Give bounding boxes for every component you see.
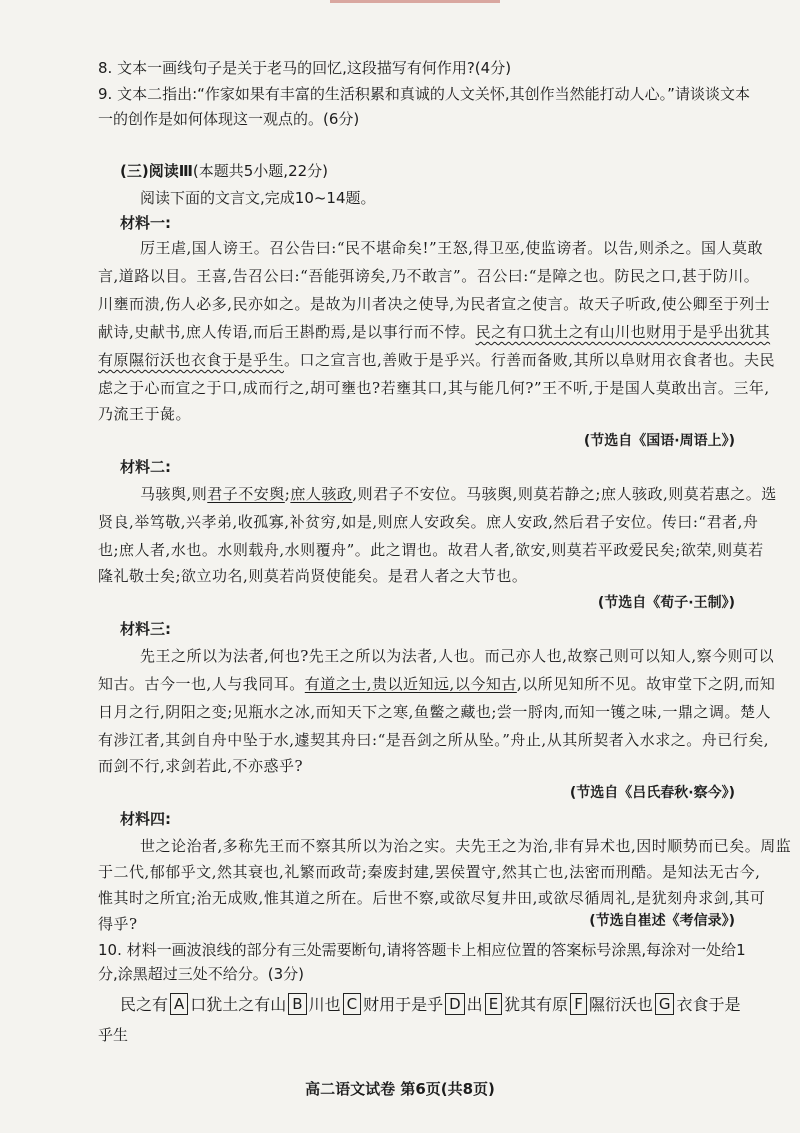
- m3-line-1: 先王之所以为法者,何也?先王之所以为法者,人也。而己亦人也,故察己则可以知人,察今则可以: [140, 647, 775, 665]
- answer-text-2: 川也: [308, 995, 341, 1014]
- m2-line-1-b: ;: [284, 485, 291, 503]
- answer-text-4: 出: [466, 995, 483, 1014]
- m2-underline-1: 君子不安舆: [207, 485, 285, 503]
- page-footer: 高二语文试卷 第6页(共8页): [305, 1080, 495, 1098]
- m4-source: (节选自崔述《考信录》): [589, 913, 735, 929]
- m2-line-1-c: ,则君子不安位。马骇舆,则莫若静之;庶人骇政,则莫若惠之。选: [352, 485, 777, 503]
- m4-line-4: 得乎?: [98, 915, 138, 933]
- question-9-line-2: 一的创作是如何体现这一观点的。(6分): [98, 110, 360, 128]
- material-4-label: 材料四:: [120, 810, 171, 828]
- answer-box-d[interactable]: D: [445, 993, 465, 1015]
- m4-line-2: 于二代,郁郁乎文,然其衰也,礼繁而政苛;秦废封建,罢侯置守,然其亡也,法密而刑酷。是知法无古今,: [98, 863, 761, 881]
- question-9-line-1: 9. 文本二指出:“作家如果有丰富的生活积累和真诚的人文关怀,其创作当然能打动人心。”请谈谈文本: [98, 85, 750, 103]
- m2-source: (节选自《荀子·王制》): [597, 595, 735, 611]
- m1-wavy-sentence-part-1: 民之有口犹土之有山川也财用于是乎出犹其: [475, 323, 771, 341]
- m1-line-6: 虑之于心而宣之于口,成而行之,胡可壅也?若壅其口,其与能几何?”王不听,于是国人莫敢出言。三年,: [98, 379, 770, 397]
- m2-line-3: 也;庶人者,水也。水则载舟,水则覆舟”。此之谓也。故君人者,欲安,则莫若平政爱民矣;欲荣,则莫若: [98, 541, 764, 559]
- m3-source: (节选自《吕氏春秋·察今》): [569, 785, 735, 801]
- answer-text-0: 民之有: [120, 995, 169, 1014]
- m3-line-5: 而剑不行,求剑若此,不亦惑乎?: [98, 757, 304, 775]
- section-3-title: (三)阅读Ⅲ: [120, 162, 193, 180]
- instruction: 阅读下面的文言文,完成10~14题。: [140, 189, 376, 207]
- answer-box-c[interactable]: C: [343, 993, 361, 1015]
- m2-underline-2: 庶人骇政: [290, 485, 353, 503]
- m1-line-7: 乃流王于彘。: [98, 405, 192, 423]
- material-2-label: 材料二:: [120, 458, 171, 476]
- m3-underline: 有道之士,贵以近知远,以今知古: [304, 675, 517, 693]
- m1-line-5: [98, 350, 775, 370]
- answer-text-5: 犹其有原: [504, 995, 569, 1014]
- answer-box-f[interactable]: F: [570, 993, 587, 1015]
- m1-line-1: 厉王虐,国人谤王。召公告曰:“民不堪命矣!”王怒,得卫巫,使监谤者。以告,则杀之。国人莫敢: [140, 239, 763, 257]
- m3-line-4: 有涉江者,其剑自舟中坠于水,遽契其舟曰:“是吾剑之所从坠。”舟止,从其所契者入水求之。舟已行矣,: [98, 731, 769, 749]
- answer-text-7: 衣食于是: [676, 995, 741, 1014]
- m1-wavy-sentence-part-2: 有原隰衍沃也衣食于是乎生: [98, 351, 285, 369]
- m4-line-1: 世之论治者,多称先王而不察其所以为治之实。夫先王之为治,非有异术也,因时顺势而已矣。周监: [140, 837, 792, 855]
- m1-line-5-text: 。口之宣言也,善败于是乎兴。行善而备败,其所以阜财用衣食者也。夫民: [284, 351, 776, 369]
- m2-line-4: 隆礼敬士矣;欲立功名,则莫若尚贤使能矣。是君人者之大节也。: [98, 567, 528, 585]
- question-10-line-1: 10. 材料一画波浪线的部分有三处需要断句,请将答题卡上相应位置的答案标号涂黑,每涂对一处给1: [98, 941, 746, 959]
- m1-line-4-text: 献诗,史献书,庶人传语,而后王斟酌焉,是以事行而不悖。: [98, 323, 476, 341]
- m3-line-2-a: 知古。古今一也,人与我同耳。: [98, 675, 305, 693]
- top-edge-mark: [330, 0, 500, 3]
- answer-box-a[interactable]: A: [170, 993, 188, 1015]
- section-3-meta: (本题共5小题,22分): [192, 162, 329, 180]
- answer-box-b[interactable]: B: [288, 993, 306, 1015]
- material-1-label: 材料一:: [120, 214, 171, 232]
- question-10-line-2: 分,涂黑超过三处不给分。(3分): [98, 965, 305, 983]
- answer-tail: 乎生: [98, 1026, 129, 1044]
- material-3-label: 材料三:: [120, 620, 171, 638]
- section-3-header: [120, 160, 328, 181]
- m2-line-2: 贤良,举笃敬,兴孝弟,收孤寡,补贫穷,如是,则庶人安政矣。庶人安政,然后君子安位。传曰:“君者,舟: [98, 513, 759, 531]
- answer-box-e[interactable]: E: [485, 993, 502, 1015]
- answer-text-3: 财用于是乎: [363, 995, 444, 1014]
- answer-box-g[interactable]: G: [655, 993, 675, 1015]
- m4-line-3: 惟其时之所宜;治无成败,惟其道之所在。后世不察,或欲尽复井田,或欲尽循周礼,是犹刻舟求剑,其可: [98, 889, 766, 907]
- m1-source: (节选自《国语·周语上》): [583, 433, 735, 449]
- m2-line-1: [140, 484, 777, 504]
- m1-line-4: [98, 322, 770, 342]
- m3-line-3: 日月之行,阴阳之变;见瓶水之冰,而知天下之寒,鱼鳖之藏也;尝一脟肉,而知一镬之味,一鼎之调。楚人: [98, 703, 771, 721]
- m3-line-2-b: ,以所见知所不见。故审堂下之阴,而知: [516, 675, 776, 693]
- question-8: 8. 文本一画线句子是关于老马的回忆,这段描写有何作用?(4分): [98, 59, 512, 77]
- m2-line-1-a: 马骇舆,则: [140, 485, 208, 503]
- m1-line-3: 川壅而溃,伤人必多,民亦如之。是故为川者决之使导,为民者宣之使言。故天子听政,使公卿至于列士: [98, 295, 771, 313]
- m1-line-2: 言,道路以目。王喜,告召公曰:“吾能弭谤矣,乃不敢言”。召公曰:“是障之也。防民之口,甚于防川。: [98, 267, 760, 285]
- answer-text-1: 口犹土之有山: [190, 995, 287, 1014]
- m3-line-2: [98, 674, 775, 694]
- answer-text-6: 隰衍沃也: [588, 995, 653, 1014]
- answer-options-row: [120, 992, 740, 1015]
